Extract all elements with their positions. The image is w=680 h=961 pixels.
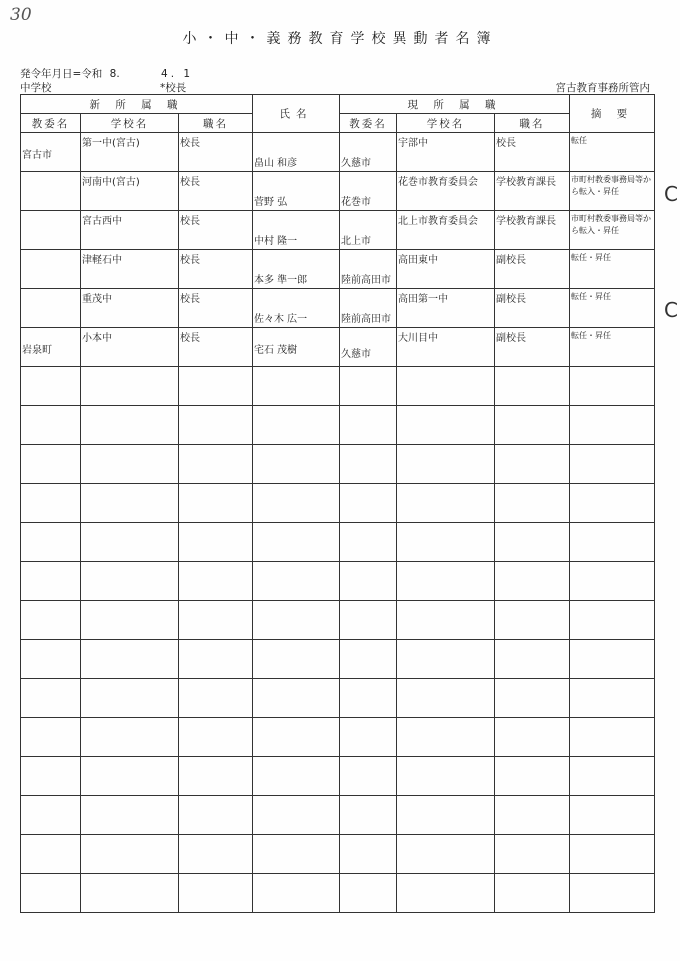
current-school-header: 学校名 xyxy=(397,114,495,133)
position-filter: *校長 xyxy=(160,82,187,94)
remarks-cell xyxy=(570,757,655,796)
current-school-cell xyxy=(397,835,495,874)
new-school-cell: 第一中(宮古) xyxy=(81,133,179,172)
current-school-cell: 大川目中 xyxy=(397,328,495,367)
new-board-cell xyxy=(21,757,81,796)
current-board-cell xyxy=(340,835,397,874)
person-name-cell xyxy=(253,562,340,601)
current-board-cell xyxy=(340,523,397,562)
new-board-cell xyxy=(21,289,81,328)
office-name: 宮古教育事務所管内 xyxy=(555,82,650,94)
remarks-cell xyxy=(570,796,655,835)
remarks-cell: 転任 xyxy=(570,133,655,172)
new-board-cell xyxy=(21,211,81,250)
person-name-cell xyxy=(253,835,340,874)
new-position-cell xyxy=(179,562,253,601)
person-name-cell xyxy=(253,757,340,796)
current-school-cell xyxy=(397,484,495,523)
new-school-cell xyxy=(81,367,179,406)
current-position-cell: 校長 xyxy=(495,133,570,172)
issue-date-label: 発令年月日=令和 xyxy=(20,68,103,80)
current-board-cell: 花巻市 xyxy=(340,172,397,211)
new-position-cell xyxy=(179,523,253,562)
current-assignment-header: 現 所 属 職 xyxy=(340,95,570,114)
empty-table-row xyxy=(21,562,655,601)
table-row xyxy=(21,328,655,367)
empty-table-row xyxy=(21,640,655,679)
current-board-cell: 北上市 xyxy=(340,211,397,250)
current-school-cell: 高田東中 xyxy=(397,250,495,289)
current-school-cell xyxy=(397,523,495,562)
person-name-cell: 佐々木 広一 xyxy=(253,289,340,328)
current-position-cell xyxy=(495,874,570,913)
person-name-cell xyxy=(253,601,340,640)
current-position-cell xyxy=(495,445,570,484)
new-position-cell xyxy=(179,757,253,796)
empty-table-row xyxy=(21,757,655,796)
remarks-cell: 転任・昇任 xyxy=(570,250,655,289)
transfer-roster-table xyxy=(20,94,655,913)
new-position-cell xyxy=(179,367,253,406)
name-header: 氏名 xyxy=(253,95,340,133)
new-board-cell xyxy=(21,367,81,406)
new-school-cell xyxy=(81,484,179,523)
current-position-cell xyxy=(495,367,570,406)
current-board-cell xyxy=(340,679,397,718)
new-position-cell xyxy=(179,874,253,913)
current-board-cell: 久慈市 xyxy=(340,133,397,172)
current-board-cell xyxy=(340,562,397,601)
new-school-cell: 小本中 xyxy=(81,328,179,367)
new-board-cell xyxy=(21,835,81,874)
remarks-cell xyxy=(570,640,655,679)
new-board-cell: 宮古市 xyxy=(21,133,81,172)
person-name-cell xyxy=(253,796,340,835)
remarks-cell xyxy=(570,523,655,562)
new-position-cell xyxy=(179,718,253,757)
empty-table-row xyxy=(21,601,655,640)
current-school-cell xyxy=(397,796,495,835)
person-name-cell xyxy=(253,484,340,523)
current-position-cell: 学校教育課長 xyxy=(495,211,570,250)
current-school-cell xyxy=(397,874,495,913)
new-position-cell: 校長 xyxy=(179,328,253,367)
current-position-cell xyxy=(495,406,570,445)
remarks-cell xyxy=(570,406,655,445)
new-school-cell xyxy=(81,757,179,796)
new-board-cell xyxy=(21,250,81,289)
current-school-cell xyxy=(397,445,495,484)
new-school-cell xyxy=(81,406,179,445)
new-school-cell: 津軽石中 xyxy=(81,250,179,289)
current-board-cell: 久慈市 xyxy=(340,328,397,367)
current-board-cell xyxy=(340,757,397,796)
remarks-cell: 市町村教委事務局等から転入・昇任 xyxy=(570,211,655,250)
remarks-cell: 転任・昇任 xyxy=(570,328,655,367)
remarks-cell xyxy=(570,367,655,406)
empty-table-row xyxy=(21,835,655,874)
empty-table-row xyxy=(21,484,655,523)
current-board-cell xyxy=(340,796,397,835)
new-board-cell xyxy=(21,640,81,679)
new-school-cell xyxy=(81,874,179,913)
new-position-cell xyxy=(179,796,253,835)
current-school-cell xyxy=(397,406,495,445)
current-school-cell xyxy=(397,718,495,757)
table-row xyxy=(21,133,655,172)
remarks-cell xyxy=(570,562,655,601)
margin-mark: C xyxy=(664,298,678,322)
new-school-cell: 河南中(宮古) xyxy=(81,172,179,211)
person-name-cell xyxy=(253,406,340,445)
current-position-cell: 副校長 xyxy=(495,250,570,289)
table-row xyxy=(21,172,655,211)
person-name-cell: 畠山 和彦 xyxy=(253,133,340,172)
current-position-cell: 学校教育課長 xyxy=(495,172,570,211)
current-school-cell xyxy=(397,367,495,406)
current-board-cell xyxy=(340,601,397,640)
new-board-cell xyxy=(21,796,81,835)
empty-table-row xyxy=(21,523,655,562)
remarks-cell xyxy=(570,718,655,757)
roster-body xyxy=(21,133,655,913)
new-position-cell xyxy=(179,445,253,484)
new-position-cell xyxy=(179,601,253,640)
new-board-cell xyxy=(21,562,81,601)
new-school-cell xyxy=(81,562,179,601)
remarks-cell xyxy=(570,601,655,640)
person-name-cell: 中村 隆一 xyxy=(253,211,340,250)
remarks-header: 摘 要 xyxy=(570,95,655,133)
person-name-cell xyxy=(253,640,340,679)
new-board-cell: 岩泉町 xyxy=(21,328,81,367)
empty-table-row xyxy=(21,679,655,718)
empty-table-row xyxy=(21,874,655,913)
current-position-cell: 副校長 xyxy=(495,328,570,367)
current-position-cell xyxy=(495,718,570,757)
current-position-cell xyxy=(495,484,570,523)
new-position-header: 職名 xyxy=(179,114,253,133)
current-board-cell xyxy=(340,640,397,679)
margin-mark: C xyxy=(664,182,678,206)
remarks-cell xyxy=(570,445,655,484)
current-board-cell: 陸前高田市 xyxy=(340,289,397,328)
person-name-cell: 宅石 茂樹 xyxy=(253,328,340,367)
person-name-cell xyxy=(253,874,340,913)
new-school-cell xyxy=(81,523,179,562)
person-name-cell xyxy=(253,367,340,406)
current-board-cell xyxy=(340,367,397,406)
empty-table-row xyxy=(21,367,655,406)
current-board-cell xyxy=(340,874,397,913)
new-school-cell xyxy=(81,718,179,757)
remarks-cell xyxy=(570,835,655,874)
new-position-cell: 校長 xyxy=(179,172,253,211)
current-position-cell xyxy=(495,523,570,562)
remarks-cell xyxy=(570,484,655,523)
current-position-cell xyxy=(495,796,570,835)
current-school-cell xyxy=(397,757,495,796)
new-school-cell: 重茂中 xyxy=(81,289,179,328)
empty-table-row xyxy=(21,796,655,835)
new-board-cell xyxy=(21,523,81,562)
table-row xyxy=(21,289,655,328)
new-school-cell xyxy=(81,640,179,679)
current-school-cell xyxy=(397,640,495,679)
new-position-cell: 校長 xyxy=(179,289,253,328)
current-board-cell xyxy=(340,484,397,523)
issue-date-month-day: 4. 1 xyxy=(161,68,194,80)
new-school-cell xyxy=(81,835,179,874)
new-position-cell xyxy=(179,406,253,445)
new-school-header: 学校名 xyxy=(81,114,179,133)
new-school-cell xyxy=(81,796,179,835)
page-title: 小・中・義務教育学校異動者名簿 xyxy=(182,31,498,47)
new-position-cell: 校長 xyxy=(179,211,253,250)
page-number: 30 xyxy=(10,5,32,25)
current-position-cell xyxy=(495,601,570,640)
current-position-cell xyxy=(495,640,570,679)
new-board-cell xyxy=(21,718,81,757)
empty-table-row xyxy=(21,445,655,484)
table-row xyxy=(21,250,655,289)
current-school-cell xyxy=(397,601,495,640)
person-name-cell xyxy=(253,445,340,484)
current-school-cell xyxy=(397,562,495,601)
new-board-cell xyxy=(21,601,81,640)
empty-table-row xyxy=(21,406,655,445)
new-position-cell xyxy=(179,679,253,718)
new-board-cell xyxy=(21,484,81,523)
new-position-cell xyxy=(179,640,253,679)
current-school-cell: 高田第一中 xyxy=(397,289,495,328)
current-school-cell xyxy=(397,679,495,718)
new-school-cell xyxy=(81,679,179,718)
person-name-cell: 菅野 弘 xyxy=(253,172,340,211)
current-position-header: 職名 xyxy=(495,114,570,133)
current-position-cell xyxy=(495,835,570,874)
issue-date xyxy=(20,66,193,81)
new-position-cell xyxy=(179,835,253,874)
current-school-cell: 北上市教育委員会 xyxy=(397,211,495,250)
new-board-cell xyxy=(21,172,81,211)
new-position-cell: 校長 xyxy=(179,250,253,289)
remarks-cell xyxy=(570,679,655,718)
current-board-cell: 陸前高田市 xyxy=(340,250,397,289)
person-name-cell xyxy=(253,523,340,562)
current-school-cell: 宇部中 xyxy=(397,133,495,172)
new-position-cell xyxy=(179,484,253,523)
person-name-cell: 本多 準一郎 xyxy=(253,250,340,289)
current-position-cell xyxy=(495,679,570,718)
current-board-cell xyxy=(340,406,397,445)
new-board-cell xyxy=(21,679,81,718)
current-board-cell xyxy=(340,445,397,484)
new-school-cell xyxy=(81,445,179,484)
new-school-cell: 宮古西中 xyxy=(81,211,179,250)
current-school-cell: 花巻市教育委員会 xyxy=(397,172,495,211)
table-row xyxy=(21,211,655,250)
current-position-cell xyxy=(495,757,570,796)
current-position-cell xyxy=(495,562,570,601)
new-position-cell: 校長 xyxy=(179,133,253,172)
new-board-cell xyxy=(21,445,81,484)
remarks-cell: 転任・昇任 xyxy=(570,289,655,328)
new-assignment-header: 新 所 属 職 xyxy=(21,95,253,114)
school-type: 中学校 xyxy=(20,82,52,94)
new-school-cell xyxy=(81,601,179,640)
current-board-header: 教委名 xyxy=(340,114,397,133)
remarks-cell: 市町村教委事務局等から転入・昇任 xyxy=(570,172,655,211)
current-board-cell xyxy=(340,718,397,757)
empty-table-row xyxy=(21,718,655,757)
current-position-cell: 副校長 xyxy=(495,289,570,328)
remarks-cell xyxy=(570,874,655,913)
new-board-header: 教委名 xyxy=(21,114,81,133)
new-board-cell xyxy=(21,406,81,445)
person-name-cell xyxy=(253,679,340,718)
person-name-cell xyxy=(253,718,340,757)
issue-date-year: 8. xyxy=(109,68,120,80)
new-board-cell xyxy=(21,874,81,913)
